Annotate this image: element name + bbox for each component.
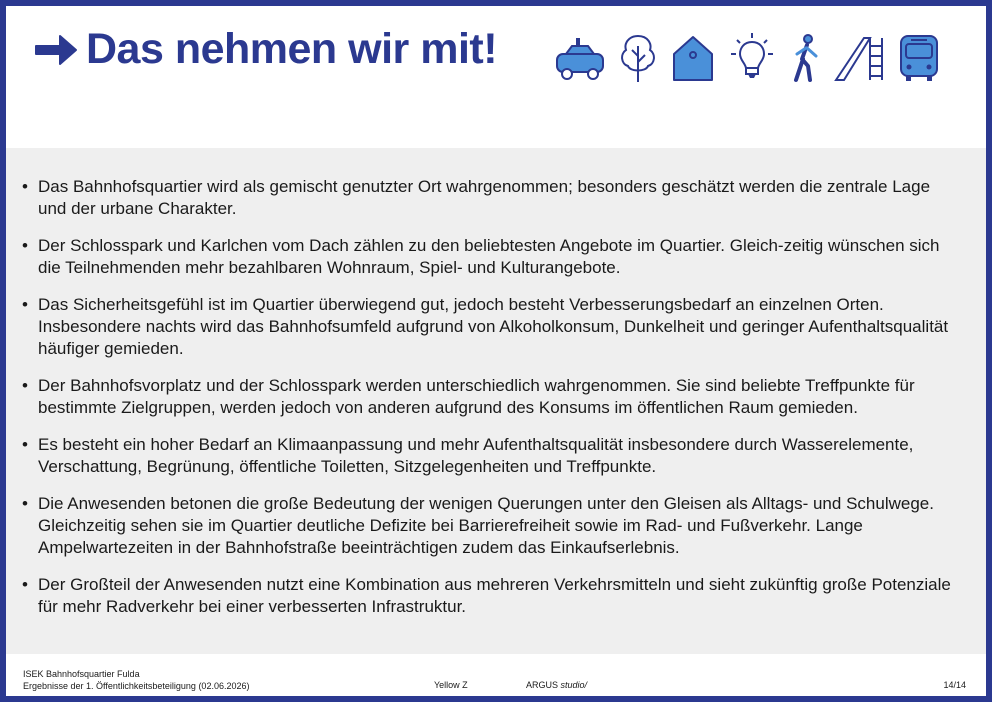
bullet-list <box>20 176 960 633</box>
list-item: • Der Schlosspark und Karlchen vom Dach zählen zu den beliebtesten Angebote im Quartier. Gleich-zeitig wünschen sich die Teilnehmenden mehr bezahlbaren Wohnraum, Spiel- und Kulturangebote. <box>20 235 960 279</box>
page-title: Das nehmen wir mit! <box>86 25 498 73</box>
icon-row <box>554 32 940 84</box>
list-item: • Das Sicherheitsgefühl ist im Quartier überwiegend gut, jedoch besteht Verbesserungsbedarf an einzelnen Orten. Insbesondere nachts wird das Bahnhofsumfeld aufgrund von Alkoholkonsum, Dunkelheit und geringer Aufenthaltsqualität häufiger gemieden. <box>20 294 960 360</box>
footer-project-info <box>23 668 249 692</box>
car-icon <box>554 32 606 84</box>
slide-footer <box>6 654 986 696</box>
footer-partner: Yellow Z <box>434 680 468 690</box>
list-item: • Das Bahnhofsquartier wird als gemischt genutzter Ort wahrgenommen; besonders geschätzt werden die zentrale Lage und der urbane Charakter. <box>20 176 960 220</box>
house-icon <box>670 32 716 84</box>
tree-icon <box>618 32 658 84</box>
bus-icon <box>898 32 940 84</box>
title-group <box>32 25 498 73</box>
footer-brand-main: ARGUS <box>526 680 559 690</box>
content-panel <box>6 148 986 654</box>
arrow-right-icon <box>32 30 78 70</box>
footer-subtitle: Ergebnisse der 1. Öffentlichkeitsbeteiligung (02.06.2026) <box>23 681 250 691</box>
list-item: • Es besteht ein hoher Bedarf an Klimaanpassung und mehr Aufenthaltsqualität insbesondere durch Wasserelemente, Verschattung, Begrünung, öffentliche Toiletten, Sitzgelegenheiten und Treffpunkte. <box>20 434 960 478</box>
list-item: • Die Anwesenden betonen die große Bedeutung der wenigen Querungen unter den Gleisen als Alltags- und Schulwege. Gleichzeitig sehen sie im Quartier deutliche Defizite bei Barrierefreiheit sowie im Rad- und Fußverkehr. Lange Ampelwartezeiten in der Bahnhofstraße beeinträchtigen zudem das Einkaufserlebnis. <box>20 493 960 559</box>
list-item: • Der Großteil der Anwesenden nutzt eine Kombination aus mehreren Verkehrsmitteln und sieht zukünftig große Potenziale für mehr Radverkehr bei einer verbesserten Infrastruktur. <box>20 574 960 618</box>
page-number: 14/14 <box>943 680 966 690</box>
slide-header <box>6 6 986 148</box>
pedestrian-icon <box>788 32 822 84</box>
lightbulb-icon <box>728 32 776 84</box>
footer-brand-italic: studio/ <box>560 680 588 690</box>
footer-brand <box>526 680 587 690</box>
list-item: • Der Bahnhofsvorplatz und der Schlosspark werden unterschiedlich wahrgenommen. Sie sind beliebte Treffpunkte für bestimmte Zielgruppen, werden jedoch von anderen aufgrund des Konsums im öffentlichen Raum gemieden. <box>20 375 960 419</box>
footer-project: ISEK Bahnhofsquartier Fulda <box>23 669 140 679</box>
slide-icon <box>834 32 886 84</box>
